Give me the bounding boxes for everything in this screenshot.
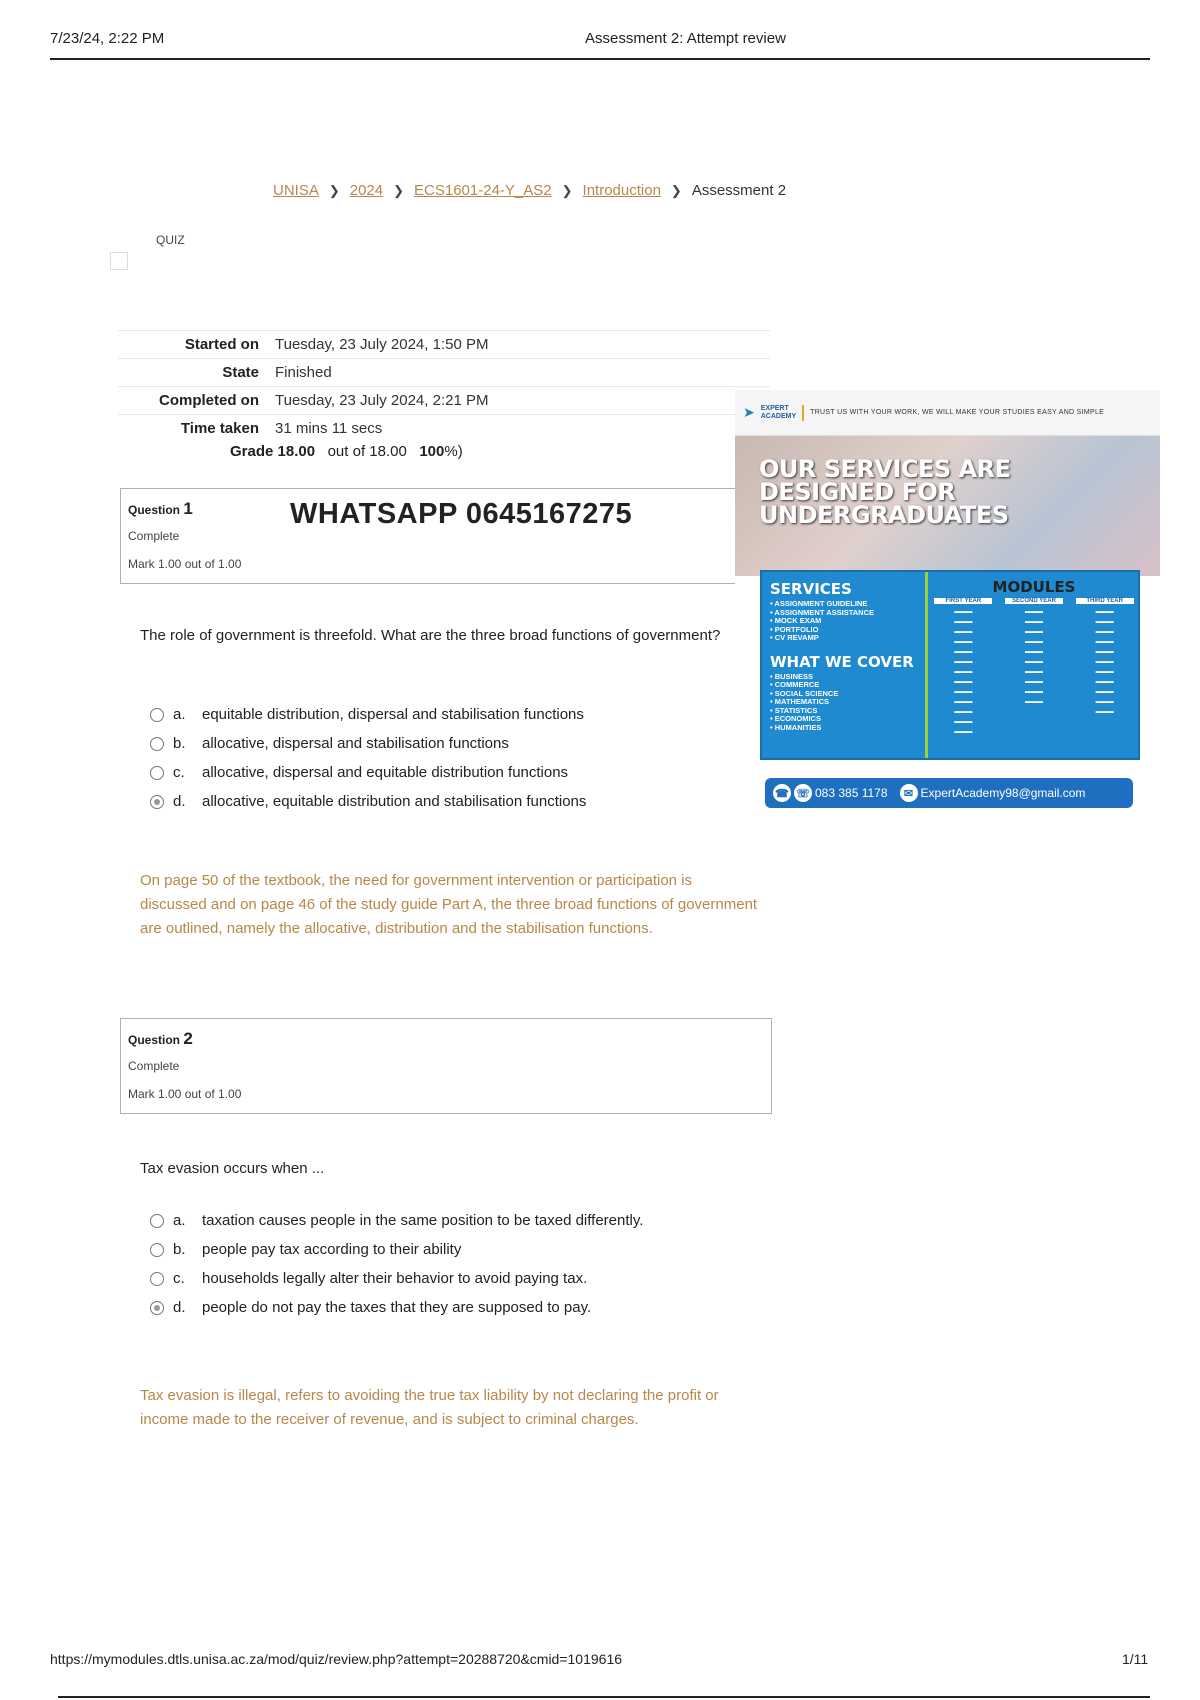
- answer-option[interactable]: [150, 1206, 643, 1235]
- ad-column-heading: FIRST YEAR: [934, 598, 992, 604]
- print-title: Assessment 2: Attempt review: [585, 30, 786, 47]
- question-title: [128, 499, 193, 519]
- option-text: allocative, equitable distribution and stabilisation functions: [202, 793, 587, 810]
- whatsapp-watermark: WHATSAPP 0645167275: [290, 498, 633, 530]
- question-text: Tax evasion occurs when ...: [140, 1160, 325, 1177]
- question-info-box: [120, 1018, 772, 1114]
- option-text: people pay tax according to their ability: [202, 1241, 462, 1258]
- breadcrumb-section[interactable]: Introduction: [582, 182, 661, 199]
- summary-value: Finished: [275, 364, 332, 381]
- ad-brand: [761, 405, 804, 421]
- activity-type-label: QUIZ: [156, 233, 185, 247]
- attempt-summary-table: [118, 330, 770, 443]
- ad-module-codes: ▬▬▬ ▬▬▬ ▬▬▬ ▬▬▬ ▬▬▬ ▬▬▬ ▬▬▬ ▬▬▬ ▬▬▬ ▬▬▬ ▬▬▬: [1095, 609, 1114, 715]
- question-number: 1: [183, 499, 193, 518]
- grade-out-of: out of 18.00: [327, 443, 407, 460]
- option-letter: d.: [173, 1299, 186, 1316]
- question-title: [128, 1029, 193, 1049]
- ad-services-panel: [760, 570, 1140, 760]
- radio-button-checked[interactable]: [150, 1301, 164, 1315]
- option-letter: a.: [173, 706, 186, 723]
- ad-modules-column: [1076, 598, 1134, 737]
- footer-divider: [58, 1696, 1150, 1698]
- ad-modules-grid: [928, 598, 1140, 737]
- phone-icon: ☎: [773, 784, 791, 802]
- ad-services: [770, 580, 920, 732]
- ad-brand-line1: EXPERT: [760, 404, 789, 412]
- ad-modules-column: [934, 598, 992, 737]
- answer-option[interactable]: [150, 729, 586, 758]
- chevron-right-icon: ❯: [328, 182, 340, 198]
- option-letter: c.: [173, 764, 185, 781]
- option-text: households legally alter their behavior to avoid paying tax.: [202, 1270, 588, 1287]
- ad-service-item: • PORTFOLIO: [770, 624, 819, 634]
- ad-column-heading: THIRD YEAR: [1076, 598, 1134, 604]
- question-feedback: Tax evasion is illegal, refers to avoiding the true tax liability by not declaring the profit or income made to the receiver of revenue, and is subject to criminal charges.: [140, 1387, 719, 1428]
- summary-label: Completed on: [159, 392, 259, 409]
- ad-service-item: • CV REVAMP: [770, 633, 819, 642]
- mail-icon: ✉: [900, 784, 918, 802]
- answer-option[interactable]: [150, 1264, 643, 1293]
- ad-hero-line: DESIGNED FOR: [759, 478, 956, 506]
- answer-options: [150, 700, 586, 816]
- question-state: Complete: [128, 529, 180, 543]
- option-letter: b.: [173, 735, 186, 752]
- summary-row-completed: [118, 387, 770, 415]
- question-text: The role of government is threefold. What are the three broad functions of government?: [140, 627, 721, 644]
- question-title-label: Question: [128, 1033, 181, 1047]
- chevron-right-icon: ❯: [393, 182, 405, 198]
- summary-label: Time taken: [180, 420, 259, 438]
- ad-cover-item: • ECONOMICS: [770, 714, 821, 723]
- ad-phone: 083 385 1178: [815, 786, 888, 800]
- option-letter: a.: [173, 1212, 186, 1229]
- question-state: Complete: [128, 1059, 180, 1073]
- ad-hero: [735, 436, 1160, 576]
- ad-tagline: TRUST US WITH YOUR WORK, WE WILL MAKE YOUR STUDIES EASY AND SIMPLE: [810, 409, 1105, 416]
- ad-cover-item: • MATHEMATICS: [770, 697, 830, 706]
- question-mark: Mark 1.00 out of 1.00: [128, 557, 242, 571]
- ad-cover-item: • STATISTICS: [770, 705, 818, 715]
- ad-hero-line: OUR SERVICES ARE: [759, 455, 1011, 483]
- ad-cover-heading: WHAT WE COVER: [770, 652, 914, 671]
- ad-contact-bar: [765, 778, 1133, 808]
- radio-button[interactable]: [150, 766, 164, 780]
- radio-button[interactable]: [150, 1243, 164, 1257]
- radio-button[interactable]: [150, 737, 164, 751]
- summary-row-grade: [230, 443, 463, 460]
- ad-cover-item: • SOCIAL SCIENCE: [770, 688, 839, 698]
- radio-button-checked[interactable]: [150, 795, 164, 809]
- option-letter: c.: [173, 1270, 185, 1287]
- question-title-label: Question: [128, 503, 181, 517]
- summary-value: 31 mins 11 secs: [275, 420, 383, 438]
- option-letter: b.: [173, 1241, 186, 1258]
- question-feedback: On page 50 of the textbook, the need for government intervention or participation is discussed and on page 46 of the study guide Part A, the three broad functions of government are outlined, namely the allocative, distribution and the stabilisation functions.: [140, 872, 758, 937]
- breadcrumb-course[interactable]: ECS1601-24-Y_AS2: [414, 182, 552, 199]
- ad-column-heading: SECOND YEAR: [1005, 598, 1063, 604]
- question-number: 2: [183, 1029, 193, 1048]
- ad-modules-heading: MODULES: [992, 578, 1076, 596]
- answer-option-selected[interactable]: [150, 787, 586, 816]
- ad-hero-line: UNDERGRADUATES: [759, 501, 1009, 529]
- option-letter: d.: [173, 793, 186, 810]
- breadcrumb-unisa[interactable]: UNISA: [273, 182, 319, 199]
- summary-label: Started on: [184, 336, 259, 353]
- ad-cover-item: • HUMANITIES: [770, 722, 822, 732]
- ad-cover-item: • COMMERCE: [770, 680, 820, 689]
- grade-label: Grade: [230, 443, 274, 460]
- radio-button[interactable]: [150, 708, 164, 722]
- summary-value: Tuesday, 23 July 2024, 1:50 PM: [275, 336, 489, 353]
- ad-service-item: • ASSIGNMENT ASSISTANCE: [770, 607, 875, 617]
- answer-option-selected[interactable]: [150, 1293, 643, 1322]
- print-header: [50, 30, 1150, 60]
- chevron-right-icon: ❯: [561, 182, 573, 198]
- option-text: equitable distribution, dispersal and stabilisation functions: [202, 706, 584, 723]
- ad-modules-column: [1005, 598, 1063, 737]
- breadcrumb-current: Assessment 2: [691, 182, 787, 199]
- ad-email: ExpertAcademy98@gmail.com: [920, 786, 1086, 800]
- grade-value: 18.00: [277, 443, 316, 460]
- answer-option[interactable]: [150, 1235, 643, 1264]
- ad-header: [735, 390, 1160, 436]
- ad-module-codes: ▬▬▬ ▬▬▬ ▬▬▬ ▬▬▬ ▬▬▬ ▬▬▬ ▬▬▬ ▬▬▬ ▬▬▬ ▬▬▬: [1024, 609, 1043, 705]
- breadcrumb: [273, 182, 786, 199]
- answer-option[interactable]: [150, 700, 586, 729]
- advertisement-banner: [735, 390, 1160, 810]
- ad-modules: [925, 572, 1140, 758]
- paper-plane-icon: ➤: [743, 404, 755, 420]
- answer-options: [150, 1206, 643, 1322]
- print-footer-url: https://mymodules.dtls.unisa.ac.za/mod/quiz/review.php?attempt=20288720&cmid=1019616: [50, 1651, 623, 1667]
- breadcrumb-year[interactable]: 2024: [349, 182, 384, 199]
- summary-row-time: [118, 415, 770, 443]
- ad-service-item: • ASSIGNMENT GUIDELINE: [770, 599, 868, 608]
- option-text: people do not pay the taxes that they are supposed to pay.: [202, 1299, 592, 1316]
- summary-row-started: [118, 331, 770, 359]
- option-text: allocative, dispersal and equitable distribution functions: [202, 764, 569, 781]
- option-text: taxation causes people in the same position to be taxed differently.: [202, 1212, 644, 1229]
- chevron-right-icon: ❯: [670, 182, 682, 198]
- radio-button[interactable]: [150, 1214, 164, 1228]
- answer-option[interactable]: [150, 758, 586, 787]
- quiz-icon: [110, 252, 128, 270]
- ad-brand-line2: ACADEMY: [760, 412, 797, 420]
- ad-module-codes: ▬▬▬ ▬▬▬ ▬▬▬ ▬▬▬ ▬▬▬ ▬▬▬ ▬▬▬ ▬▬▬ ▬▬▬ ▬▬▬ ▬▬▬ ▬▬▬ ▬▬▬: [954, 609, 973, 735]
- summary-row-state: [118, 359, 770, 387]
- summary-label: State: [222, 364, 259, 381]
- ad-cover-item: • BUSINESS: [770, 671, 814, 681]
- print-date: 7/23/24, 2:22 PM: [50, 30, 165, 47]
- question-mark: Mark 1.00 out of 1.00: [128, 1087, 242, 1101]
- print-footer-page: 1/11: [1122, 1651, 1149, 1667]
- summary-value: Tuesday, 23 July 2024, 2:21 PM: [275, 392, 489, 409]
- ad-service-item: • MOCK EXAM: [770, 616, 822, 625]
- grade-percent-suffix: %): [444, 443, 463, 460]
- radio-button[interactable]: [150, 1272, 164, 1286]
- ad-services-heading: SERVICES: [770, 580, 852, 598]
- whatsapp-icon: ☏: [794, 784, 812, 802]
- grade-percent: 100: [419, 443, 445, 460]
- option-text: allocative, dispersal and stabilisation functions: [202, 735, 509, 752]
